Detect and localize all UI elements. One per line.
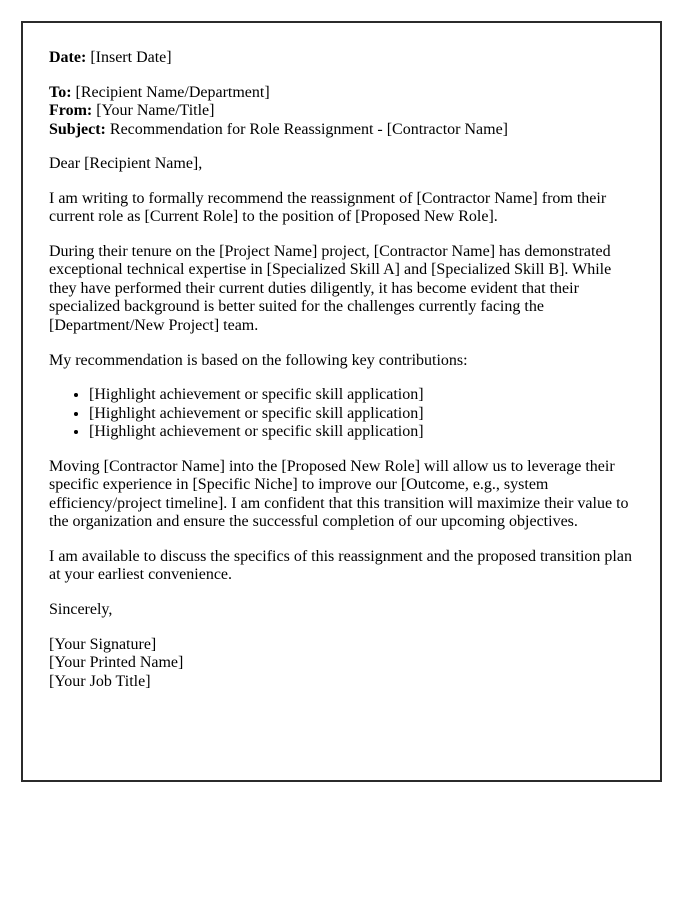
closing: Sincerely, [49,601,113,619]
list-item: • [Highlight achievement or specific skill application] [89,423,637,442]
subject-value: Recommendation for Role Reassignment - [Contractor Name] [109,120,508,138]
to-line [49,84,637,103]
letter-page [21,21,662,782]
from-line [49,102,637,121]
from-value: [Your Name/Title] [96,102,215,120]
date-label: Date: [49,49,87,66]
body-paragraph-availability: I am available to discuss the specifics of this reassignment and the proposed transition plan at your earliest convenience. [49,547,632,584]
list-item: • [Highlight achievement or specific skill application] [89,405,637,424]
body-paragraph-intro: I am writing to formally recommend the reassignment of [Contractor Name] from their current role as [Current Role] to the position of [Proposed New Role]. [49,189,607,226]
from-label: From: [49,102,93,120]
subject-line [49,121,637,140]
recipient-block [49,84,637,140]
to-label: To: [49,83,72,101]
signature-line: [Your Printed Name] [49,654,184,672]
signature-block [49,636,637,692]
subject-label: Subject: [49,120,106,138]
body-paragraph-recommendation-lead: My recommendation is based on the following key contributions: [49,351,468,369]
date-value: [Insert Date] [90,49,172,66]
to-value: [Recipient Name/Department] [75,83,270,101]
body-paragraph-tenure: During their tenure on the [Project Name] project, [Contractor Name] has demonstrated exceptional technical expertise in [Specialized Skill A] and [Specialized Skill B]. While they have performed their current duties diligently, it has become evident that their specialized background is better suited for the challenges currently facing the [Department/New Project] team. [49,242,612,335]
contributions-list [49,386,637,442]
date-line [49,49,637,68]
list-item: • [Highlight achievement or specific skill application] [89,386,637,405]
signature-line: [Your Signature] [49,635,157,653]
salutation: Dear [Recipient Name], [49,155,203,173]
signature-line: [Your Job Title] [49,672,151,690]
body-paragraph-benefit: Moving [Contractor Name] into the [Proposed New Role] will allow us to leverage their specific experience in [Specific Niche] to improve our [Outcome, e.g., system efficiency/project timeline]. I am confident that this transition will maximize their value to the organization and ensure the successful completion of our upcoming objectives. [49,457,629,531]
